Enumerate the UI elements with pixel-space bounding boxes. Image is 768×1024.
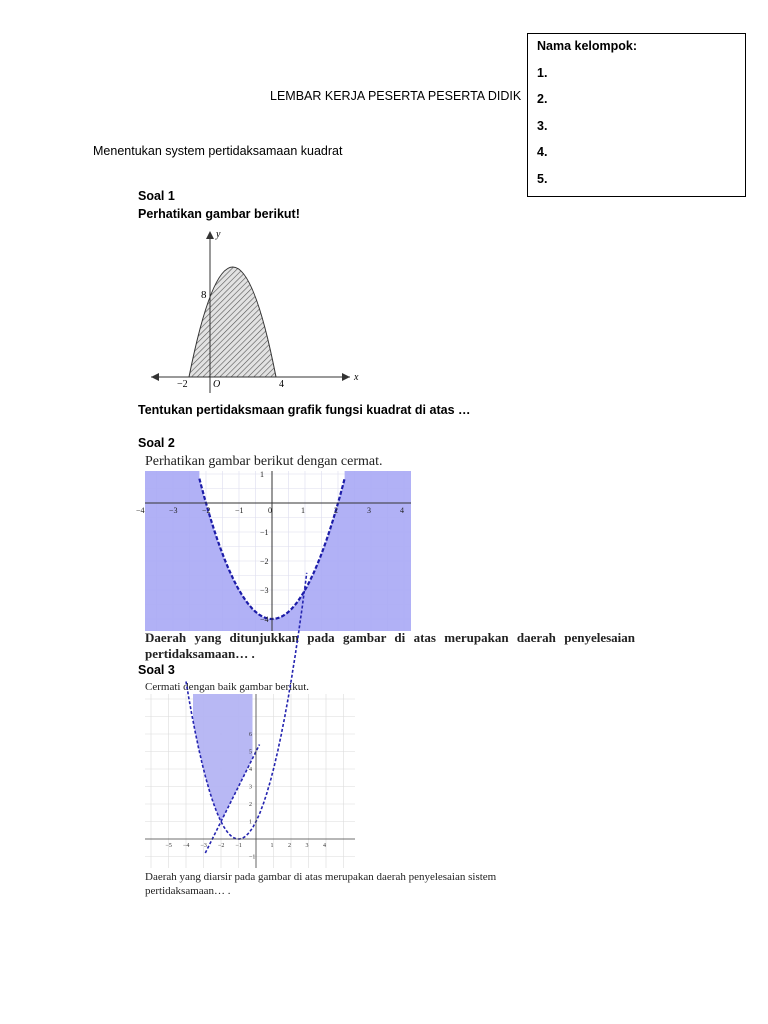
soal1-origin-label: O: [213, 379, 221, 390]
soal2-heading: Soal 2: [138, 436, 175, 450]
soal1-shaded-region: [189, 267, 276, 377]
soal2-x-tick-label: 1: [301, 506, 305, 515]
soal1-instruction: Perhatikan gambar berikut!: [138, 207, 300, 221]
soal1-x-right-label: 4: [279, 379, 284, 390]
soal1-x-left-label: −2: [177, 379, 188, 390]
soal3-question-line1: Daerah yang diarsir pada gambar di atas merupakan daerah penyelesaian sistem: [145, 871, 497, 883]
worksheet-title: LEMBAR KERJA PESERTA PESERTA DIDIK: [270, 89, 522, 103]
soal3-x-tick-label: 4: [323, 843, 326, 849]
group-number-5: 5.: [537, 172, 548, 186]
soal2-x-tick-label: −3: [169, 506, 178, 515]
soal3-x-tick-label: −3: [200, 843, 207, 849]
soal3-x-tick-label: −2: [218, 843, 225, 849]
soal2-y-tick-label: 1: [260, 470, 264, 479]
soal3-x-tick-label: −1: [235, 843, 242, 849]
soal3-x-tick-label: 3: [305, 843, 309, 849]
soal2-x-tick-label: −2: [202, 506, 211, 515]
soal2-question-line1: Daerah yang ditunjukkan pada gambar di atas merupakan daerah penyelesaian: [145, 630, 635, 645]
soal1-x-label: x: [354, 372, 359, 383]
soal2-x-tick-label: 2: [334, 506, 338, 515]
soal1-heading: Soal 1: [138, 189, 175, 203]
soal2-instruction: Perhatikan gambar berikut dengan cermat.: [145, 454, 383, 469]
group-label: Nama kelompok:: [537, 39, 638, 53]
group-number-3: 3.: [537, 119, 548, 133]
soal1-graph: [145, 225, 365, 395]
soal3-instruction: Cermati dengan baik gambar berikut.: [145, 681, 310, 693]
group-name-box: [527, 33, 746, 197]
soal2-question-line2: pertidaksamaan… .: [145, 646, 255, 661]
group-number-1: 1.: [537, 66, 548, 80]
soal2-x-tick-label: −4: [136, 506, 145, 515]
soal1-intercept-label: 8: [201, 289, 207, 301]
soal2-y-tick-label: −1: [260, 528, 269, 537]
soal2-x-tick-label: 4: [400, 506, 404, 515]
soal3-y-tick-label: 4: [249, 767, 252, 773]
soal3-x-tick-label: 1: [270, 843, 274, 849]
soal1-y-arrow: [206, 231, 214, 239]
soal3-y-tick-label: 6: [249, 732, 252, 738]
soal3-question-line2: pertidaksamaan… .: [145, 885, 231, 897]
soal3-y-tick-label: 3: [249, 784, 252, 791]
soal3-x-tick-label: −4: [183, 843, 190, 849]
soal2-graph: [136, 470, 411, 631]
soal3-x-tick-label: 2: [288, 843, 291, 849]
soal3-y-tick-label: 5: [249, 749, 252, 756]
soal3-x-tick-label: −5: [165, 843, 172, 849]
soal2-y-tick-label: −4: [260, 615, 269, 624]
soal3-graph: [145, 694, 355, 868]
worksheet-subtitle: Menentukan system pertidaksamaan kuadrat: [93, 144, 343, 158]
group-number-2: 2.: [537, 92, 548, 106]
soal2-y-tick-label: −2: [260, 557, 269, 566]
soal1-x-arrow-left: [151, 373, 159, 381]
soal2-x-tick-label: −1: [235, 506, 244, 515]
soal3-heading: Soal 3: [138, 663, 175, 677]
soal1-y-label: y: [216, 229, 221, 240]
soal2-x-tick-label: 0: [268, 506, 272, 515]
soal3-y-tick-label: 1: [249, 819, 252, 826]
soal2-y-tick-label: −3: [260, 586, 269, 595]
soal3-y-tick-label: 2: [249, 802, 252, 808]
soal1-question: Tentukan pertidaksmaan grafik fungsi kuadrat di atas …: [138, 403, 471, 417]
soal3-y-tick-label: −1: [249, 854, 256, 861]
soal1-x-arrow: [342, 373, 350, 381]
soal2-x-tick-label: 3: [367, 506, 371, 515]
group-number-4: 4.: [537, 145, 548, 159]
